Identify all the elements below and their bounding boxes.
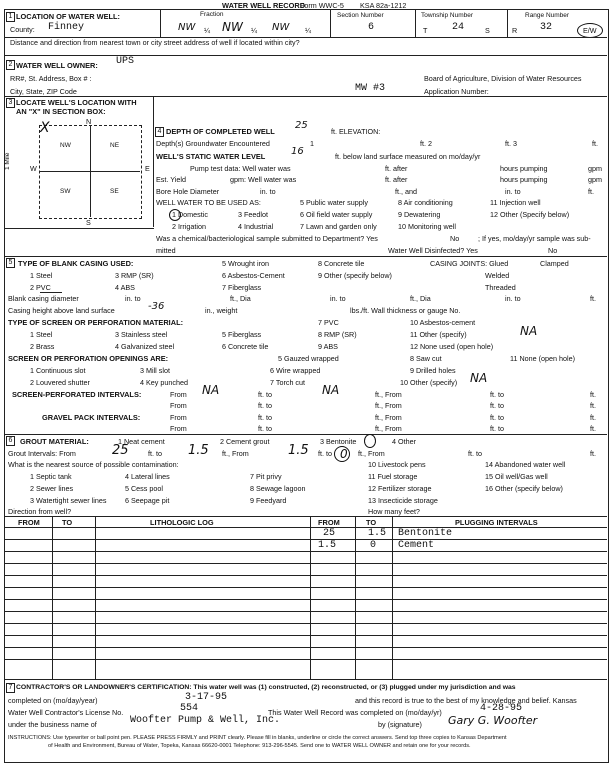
- section-1-marker: 1: [6, 12, 15, 22]
- section-3-marker: 3: [6, 98, 15, 108]
- grout-to-2[interactable]: 0: [340, 447, 348, 461]
- certification-text: CONTRACTOR'S OR LANDOWNER'S CERTIFICATION: This water well was (1) constructed, (2) reconstructed, or (3) plugged under my jurisdiction and was: [16, 684, 516, 691]
- plug-row-1-desc[interactable]: Bentonite: [398, 528, 453, 539]
- owner-name[interactable]: UPS: [116, 56, 135, 67]
- plug-header-intervals: PLUGGING INTERVALS: [455, 518, 538, 527]
- county-value[interactable]: Finney: [48, 22, 85, 33]
- casing-pvc[interactable]: 2 PVC: [30, 283, 51, 292]
- instructions-2: of Health and Environment, Bureau of Water, Topeka, Kansas 66620-0001 Telephone: 913-296-5545. Send one to WATER WELL OWNER and retain one for your records.: [48, 743, 471, 749]
- well-location-mark: X: [40, 120, 50, 136]
- form-title: WATER WELL RECORD: [222, 1, 306, 10]
- range-direction: E/W: [583, 26, 597, 35]
- ksa-number: KSA 82a-1212: [360, 1, 407, 10]
- section-2-marker: 2: [6, 60, 15, 70]
- section-7-marker: 7: [6, 683, 15, 693]
- screen-label: TYPE OF SCREEN OR PERFORATION MATERIAL:: [8, 318, 184, 327]
- perforated-na-2[interactable]: NA: [322, 383, 340, 397]
- instructions-1: INSTRUCTIONS: Use typewriter or ball point pen. PLEASE PRESS FIRMLY and PRINT clearly. Please fill in blanks, underline or circle the correct answers. Send top three copies to Kansas Department: [8, 735, 507, 741]
- form-number: Form WWC-5: [300, 1, 344, 10]
- range-number[interactable]: 32: [540, 22, 553, 33]
- township-number[interactable]: 24: [452, 22, 465, 33]
- static-label: WELL'S STATIC WATER LEVEL: [156, 152, 266, 161]
- gravel-label: GRAVEL PACK INTERVALS:: [42, 413, 141, 422]
- section-number-label: Section Number: [337, 12, 384, 19]
- mile-label: 1 Mile: [4, 152, 11, 170]
- location-label: LOCATION OF WATER WELL:: [16, 12, 120, 21]
- grout-from-1[interactable]: 25: [112, 443, 129, 458]
- static-value[interactable]: 16: [291, 146, 304, 157]
- perforated-label: SCREEN-PERFORATED INTERVALS:: [12, 390, 142, 399]
- plug-header-from: FROM: [318, 518, 340, 527]
- perforated-na-1[interactable]: NA: [202, 383, 220, 397]
- completed-date[interactable]: 3-17-95: [185, 692, 228, 703]
- fraction-label: Fraction: [200, 11, 224, 18]
- gw-label: Depth(s) Groundwater Encountered: [156, 139, 270, 148]
- use-label: WELL WATER TO BE USED AS:: [156, 198, 261, 207]
- plug-row-2-to[interactable]: 0: [370, 540, 377, 551]
- sec3-title-2: AN "X" IN SECTION BOX:: [16, 107, 106, 116]
- plug-row-1-to[interactable]: 1.5: [368, 528, 387, 539]
- fraction-1[interactable]: NW: [178, 22, 196, 33]
- section-4-marker: 4: [155, 127, 164, 137]
- fraction-3[interactable]: NW: [272, 22, 290, 33]
- owner-label: WATER WELL OWNER:: [16, 61, 98, 70]
- section-number[interactable]: 6: [368, 22, 375, 33]
- depth-value[interactable]: 25: [295, 120, 308, 131]
- section-6-marker: 6: [6, 436, 15, 446]
- plug-row-2-desc[interactable]: Cement: [398, 540, 435, 551]
- grout-bentonite[interactable]: 3 Bentonite: [320, 437, 357, 446]
- section-5-marker: 5: [6, 258, 15, 268]
- use-monitoring[interactable]: 10 Monitoring well: [398, 222, 456, 231]
- city-label: City, State, ZIP Code: [10, 87, 77, 96]
- screen-other-na[interactable]: NA: [520, 324, 538, 338]
- grout-from-2[interactable]: 1.5: [288, 443, 309, 458]
- depth-label: DEPTH OF COMPLETED WELL: [166, 127, 275, 136]
- casing-label: TYPE OF BLANK CASING USED:: [18, 259, 134, 268]
- range-label: Range Number: [525, 12, 570, 19]
- log-header-from: FROM: [18, 518, 40, 527]
- pvc-underline: [40, 292, 62, 293]
- record-date[interactable]: 4-28-95: [480, 703, 523, 714]
- sec3-title: LOCATE WELL'S LOCATION WITH: [16, 98, 137, 107]
- plug-header-to: TO: [366, 518, 377, 527]
- monitoring-well-id[interactable]: MW #3: [355, 83, 386, 94]
- distance-label: Distance and direction from nearest town or city street address of well if located within city?: [10, 38, 300, 47]
- openings-label: SCREEN OR PERFORATION OPENINGS ARE:: [8, 354, 169, 363]
- application-number-label: Application Number:: [424, 87, 489, 96]
- grout-label: GROUT MATERIAL:: [20, 437, 89, 446]
- grout-bentonite-circle: [364, 434, 376, 448]
- plug-row-1-from[interactable]: 25: [323, 528, 336, 539]
- business-name[interactable]: Woofter Pump & Well, Inc.: [130, 715, 281, 726]
- log-header-to: TO: [62, 518, 73, 527]
- address-label: RR#, St. Address, Box # :: [10, 74, 92, 83]
- signature[interactable]: Gary G. Woofter: [448, 714, 538, 727]
- log-header-lithologic: LITHOLOGIC LOG: [150, 518, 214, 527]
- township-label: Township Number: [421, 12, 474, 19]
- use-domestic-circle: [169, 209, 181, 221]
- fraction-2[interactable]: NW: [222, 20, 243, 34]
- water-well-record-form: WATER WELL RECORD Form WWC-5 KSA 82a-1212 1 LOCATION OF WATER WELL: Fraction County: Finney NW ¼ NW ¼ NW ¼ Section Number 6 Township Number T 24 S Range Number R 32 E/W Distance and direction from nearest town or city street address of well if located within city? 2 WATER WELL OWNER: UPS RR#, St. Address, Box # : Board of Agriculture, Division of Water Resources City, State, ZIP Code MW #3 Application Number: 3 LOCATE WELL'S LOCATION WITH AN "X" IN SECTION BOX: N S W E 1 Mile NW NE SW SE X 4 DEPTH OF COMPLETED WELL 25 ft. ELEVATION: Depth(s) Groundwater Encountered 1 ft. 2 ft. 3 ft. WELL'S STATIC WATER LEVEL 16 ft. below land surface measured on mo/day/yr Pump test data: Well water was ft. after hours pumping gpm Est. Yield gpm: Well water was ft. after hours pumping gpm Bore Hole Diameter in. to ft., and in. to ft. WELL WATER TO BE USED AS: 1 Domestic 3 Feedlot 5 Public water supply 6 Oil field water supply 7 Lawn and garden only 8 Air conditioning 9 Dewatering 10 Monitoring well 11 Injection well 12 Other (Specify below) 2 Irrigation 4 Industrial Was a chemical/bacteriological sample submitted to Department? Yes No ; If yes, mo/day/yr sample was sub- mitted Water Well Disinfected? Yes No 5 TYPE OF BLANK CASING USED: 1 Steel 3 RMP (SR) 5 Wrought iron 8 Concrete tile 2 PVC 4 ABS 6 Asbestos-Cement 9 Other (specify below) 7 Fiberglass CASING JOINTS: Glued Clamped Welded Threaded Blank casing diameter in. to ft., Dia in. to ft., Dia in. to ft. Casing height above land surface -36 in., weight lbs./ft. Wall thickness or gauge No. TYPE OF SCREEN OR PERFORATION MATERIAL: 1 Steel 3 Stainless steel 5 Fiberglass 7 PVC 10 Asbestos-cement 2 Brass 4 Galvanized steel 6 Concrete tile 8 RMP (SR) 11 Other (specify) NA 9 ABS 12 None used (open hole) SCREEN OR PERFORATION OPENINGS ARE: 5 Gauzed wrapped 8 Saw cut 11 None (open hole) 1 Continuous slot 3 Mill slot 6 Wire wrapped 9 Drilled holes 2 Louvered shutter 4 Key punched 7 Torch cut 10 Other (specify) NA SCREEN-PERFORATED INTERVALS: From NA ft. to NA ft., From ft. to ft. From ft. to ft., From ft. to ft. GRAVEL PACK INTERVALS: From ft. to ft., From ft. to ft. From ft. to ft., From ft. to ft. 6 GROUT MATERIAL: 1 Neat cement 2 Cement grout 3 Bentonite 4 Other Grout Intervals: From 25 ft. to 1.5 ft., From 1.5 ft. to 0 ft., From ft. to ft. What is the nearest source of possible contamination: 1 Septic tank 4 Lateral lines 7 Pit privy 10 Livestock pens 14 Abandoned water well 2 Sewer lines 5 Cess pool 8 Sewage lagoon 11 Fuel storage 15 Oil well/Gas well 3 Watertight sewer lines 6 Seepage pit 9 Feedyard 12 Fertilizer storage 16 Other (specify below) 13 Insecticide storage Direction from well? How many feet? FROM TO LITHOLOGIC LOG FROM TO PLUGGING INTERVALS 25 1.5 Bentonite 1.5 0 Cement 7 CONTRACTOR'S OR LANDOWNER'S CERTIFICATION: This water well was (1) constructed, (2) reconstructed, or (3) plugged under my jurisdiction and was completed on (mo/day/year) 3-17-95 and this record is true to the best of my knowledge and belief. Kansas Water Well Contractor's License No. 554 This Water Well Record was completed on (mo/day/yr) 4-28-95 under the business name of Woofter Pump & Well, Inc. by (signature) Gary G. Woofter INSTRUCTIONS: Use typewriter or ball point pen. PLEASE PRESS FIRMLY and PRINT clearly. Please fill in blanks, underline or circle the correct answers. Send top three copies to Kansas Department of Health and Environment, Bureau of Water, Topeka, Kansas 66620-0001 Telephone: 913-296-5545. Send one to WATER WELL OWNER and retain one for your records.: [0, 0, 611, 764]
- license-number[interactable]: 554: [180, 703, 199, 714]
- county-label: County:: [10, 25, 35, 34]
- grout-to-1[interactable]: 1.5: [188, 443, 209, 458]
- openings-other-na[interactable]: NA: [470, 371, 488, 385]
- casing-height[interactable]: -36: [148, 301, 165, 312]
- board-text: Board of Agriculture, Division of Water Resources: [424, 74, 582, 83]
- plug-row-2-from[interactable]: 1.5: [318, 540, 337, 551]
- use-domestic[interactable]: 1 Domestic: [172, 210, 208, 219]
- range-direction-circle: [577, 23, 603, 38]
